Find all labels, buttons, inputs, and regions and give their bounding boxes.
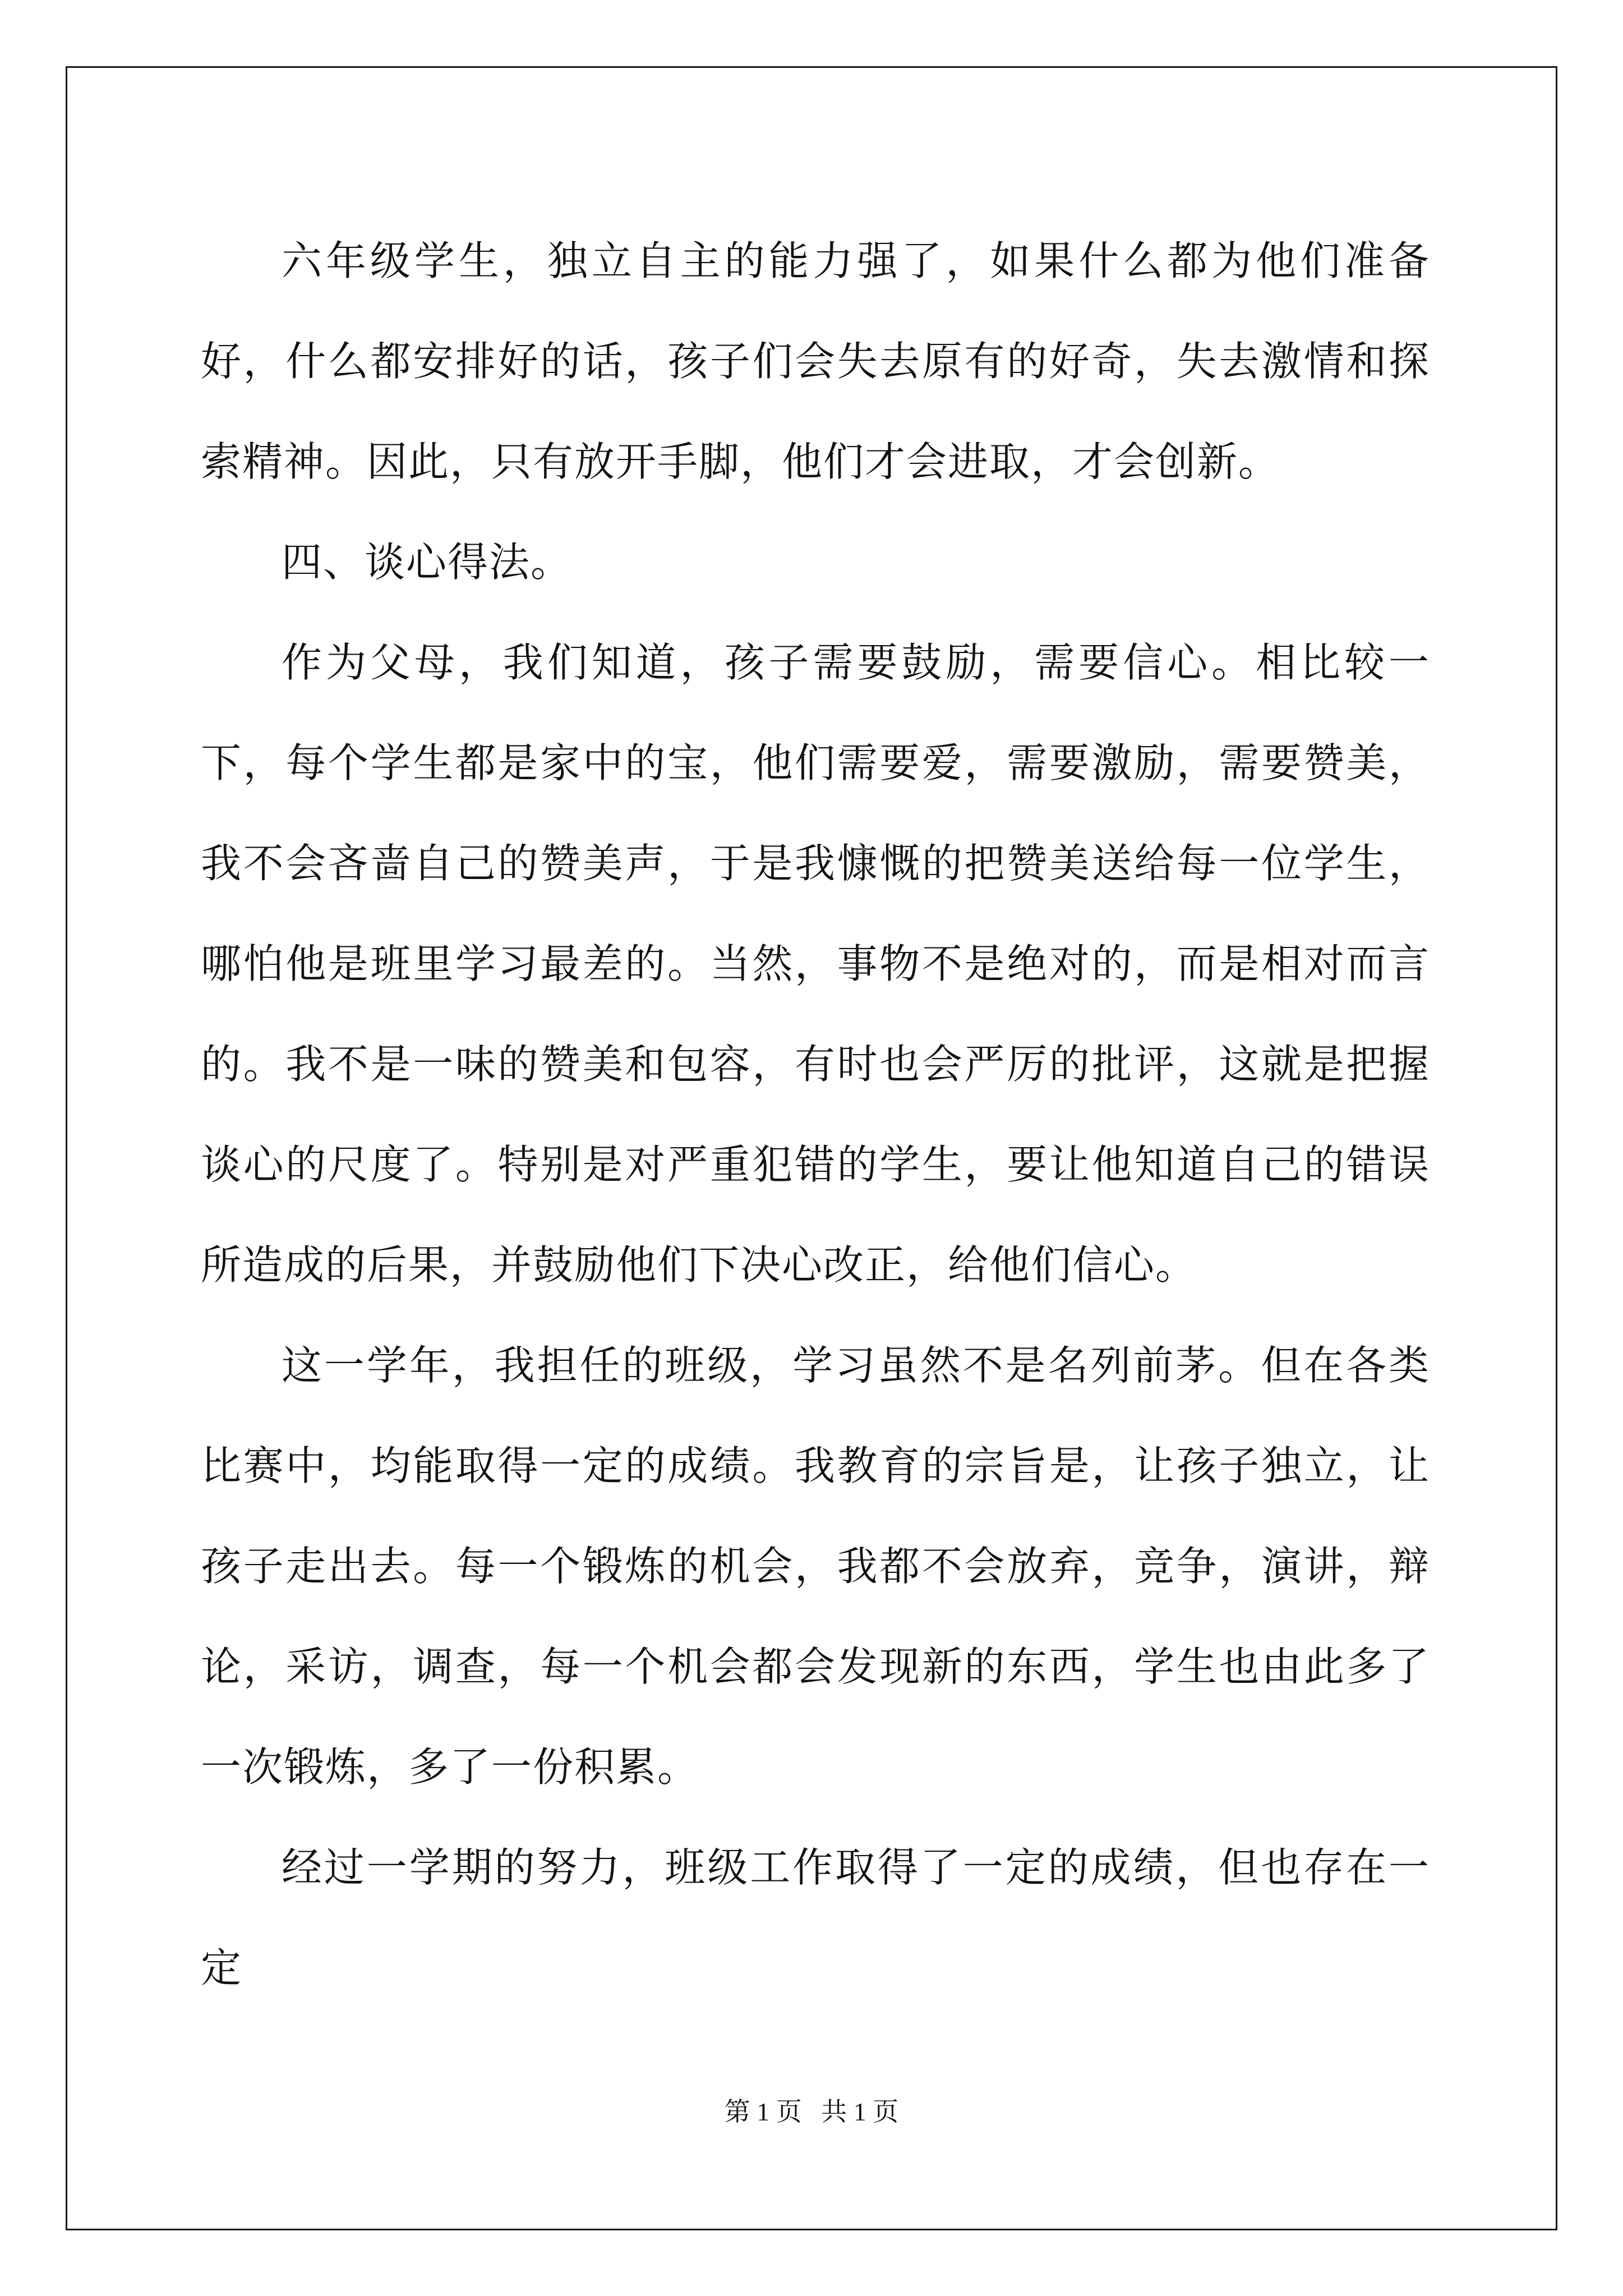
paragraph-3: 作为父母，我们知道，孩子需要鼓励，需要信心。相比较一下，每个学生都是家中的宝，他们需要爱，需要激励，需要赞美，我不会吝啬自己的赞美声，于是我慷慨的把赞美送给每一位学生，哪怕他是班里学习最差的。当然，事物不是绝对的，而是相对而言的。我不是一味的赞美和包容，有时也会严厉的批评，这就是把握谈心的尺度了。特别是对严重犯错的学生，要让他知道自己的错误所造成的后果，并鼓励他们下决心改正，给他们信心。 — [201, 639, 1430, 1289]
page-footer — [0, 2091, 1623, 2128]
paragraph-5: 经过一学期的努力，班级工作取得了一定的成绩，但也存在一定 — [201, 1844, 1430, 1991]
paragraph-1: 六年级学生，独立自主的能力强了，如果什么都为他们准备好，什么都安排好的话，孩子们会失去原有的好奇，失去激情和探索精神。因此，只有放开手脚，他们才会进取，才会创新。 — [201, 237, 1430, 485]
paragraph-4: 这一学年，我担任的班级，学习虽然不是名列前茅。但在各类比赛中，均能取得一定的成绩。我教育的宗旨是，让孩子独立，让孩子走出去。每一个锻炼的机会，我都不会放弃，竞争，演讲，辩论，采访，调查，每一个机会都会发现新的东西，学生也由此多了一次锻炼，多了一份积累。 — [201, 1342, 1430, 1791]
page-number-label: 第 1 页 共 1 页 — [724, 2097, 899, 2126]
document-body — [201, 211, 1430, 2018]
paragraph-2-heading: 四、谈心得法。 — [282, 539, 573, 586]
